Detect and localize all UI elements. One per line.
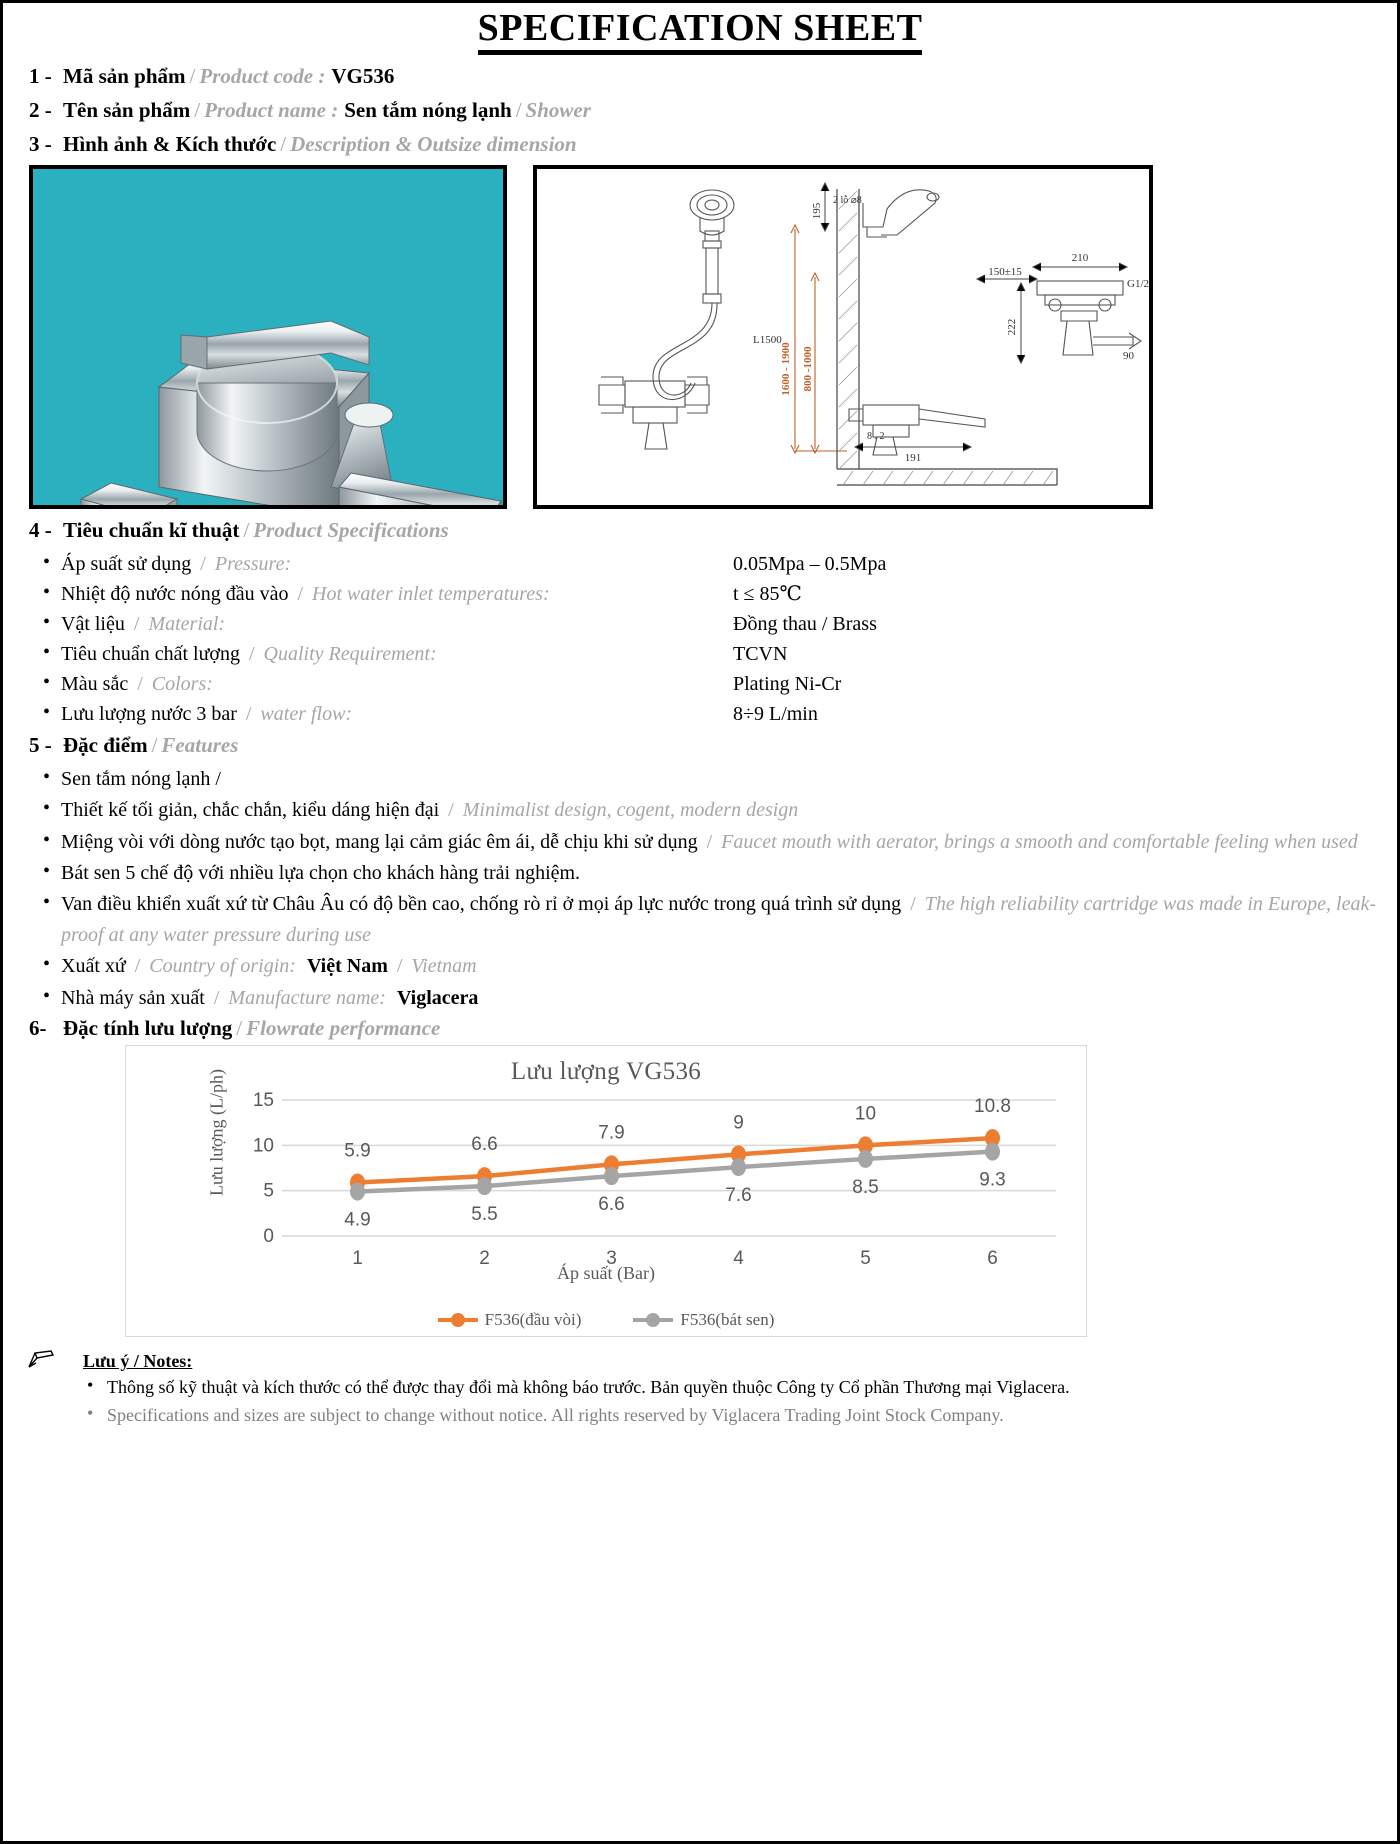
spec-label-vn: Vật liệu bbox=[61, 612, 125, 635]
spec-value: Plating Ni-Cr bbox=[733, 672, 842, 695]
angle-90: 90 bbox=[1123, 349, 1134, 362]
chart-data-label: 5.5 bbox=[471, 1204, 498, 1226]
row-number: 1 - bbox=[29, 63, 52, 88]
specifications-label-en: Product Specifications bbox=[253, 517, 449, 542]
feature-text-vn: Miệng vòi với dòng nước tạo bọt, mang lại cảm giác êm ái, dễ chịu khi sử dụng bbox=[61, 830, 698, 853]
dim-1600-1900: 1600 - 1900 bbox=[780, 342, 792, 396]
chart-data-label: 10.8 bbox=[974, 1096, 1011, 1118]
spec-label-en: Material: bbox=[148, 612, 226, 635]
spec-sheet-page bbox=[3, 3, 1397, 1841]
technical-drawing bbox=[533, 165, 1153, 509]
specifications-list bbox=[17, 549, 1383, 729]
product-photo bbox=[29, 165, 507, 509]
chart-y-axis-label: Lưu lượng (L/ph) bbox=[206, 1069, 227, 1197]
dim-150: 150±15 bbox=[988, 265, 1022, 278]
chart-data-label: 7.6 bbox=[725, 1185, 752, 1207]
spec-label-vn: Màu sắc bbox=[61, 672, 129, 695]
label-l1500: L1500 bbox=[753, 333, 782, 346]
legend-label-1: F536(bát sen) bbox=[680, 1310, 775, 1330]
chart-x-tick: 1 bbox=[352, 1248, 363, 1270]
legend-dot-1 bbox=[646, 1313, 660, 1327]
description-row bbox=[17, 132, 1383, 157]
chart-data-label: 5.9 bbox=[344, 1140, 371, 1162]
spec-value: t ≤ 85℃ bbox=[733, 582, 802, 605]
spec-value: Đồng thau / Brass bbox=[733, 612, 877, 635]
chart-data-label: 7.9 bbox=[598, 1122, 625, 1144]
flowrate-heading bbox=[17, 1016, 1383, 1041]
spec-row bbox=[17, 669, 1383, 699]
spec-label-en: Hot water inlet temperatures: bbox=[312, 582, 550, 605]
feature-text-vn: Sen tắm nóng lạnh / bbox=[61, 767, 221, 790]
chart-data-label: 4.9 bbox=[344, 1209, 371, 1231]
spec-label-vn: Tiêu chuẩn chất lượng bbox=[61, 642, 240, 665]
features-list bbox=[17, 764, 1383, 1013]
dimension-drawing-svg bbox=[537, 169, 1149, 505]
separator: / bbox=[200, 552, 206, 575]
features-label-vn: Đặc điểm bbox=[63, 732, 148, 757]
notes-title: Lưu ý / Notes: bbox=[83, 1351, 193, 1372]
chart-data-label: 6.6 bbox=[598, 1194, 625, 1216]
separator: / bbox=[515, 97, 522, 122]
product-name-value-en: Shower bbox=[525, 97, 591, 122]
thread-g12: G1/2 bbox=[1127, 277, 1149, 290]
flowrate-label-en: Flowrate performance bbox=[246, 1016, 441, 1041]
images-row bbox=[17, 165, 1383, 509]
separator: / bbox=[245, 702, 252, 725]
spec-row bbox=[17, 609, 1383, 639]
spec-row bbox=[17, 579, 1383, 609]
spec-value: 0.05Mpa – 0.5Mpa bbox=[733, 552, 887, 575]
spec-label-vn: Lưu lượng nước 3 bar bbox=[61, 702, 237, 725]
row-number: 5 - bbox=[29, 732, 52, 757]
product-code-label-en: Product code : bbox=[199, 63, 326, 88]
separator: / bbox=[189, 63, 196, 88]
separator: / bbox=[706, 830, 713, 853]
dim-222: 222 bbox=[1006, 318, 1018, 336]
features-heading bbox=[17, 733, 1383, 758]
faucet-render-svg bbox=[33, 169, 503, 505]
chart-y-tick: 5 bbox=[263, 1180, 274, 1202]
feature-item bbox=[17, 795, 1383, 825]
feature-text-vn: Bát sen 5 chế độ với nhiều lựa chọn cho khách hàng trải nghiệm. bbox=[61, 862, 581, 885]
product-code-row bbox=[17, 64, 1383, 89]
page-title-wrap bbox=[17, 3, 1383, 55]
separator: / bbox=[396, 955, 403, 978]
chart-x-tick: 2 bbox=[479, 1248, 490, 1270]
feature-item bbox=[17, 764, 1383, 794]
spec-label bbox=[17, 669, 733, 699]
dim-800-1000: 800 -1000 bbox=[802, 346, 814, 392]
separator: / bbox=[448, 799, 454, 822]
chart-x-tick: 5 bbox=[860, 1248, 871, 1270]
product-code-label-vn: Mã sản phẩm bbox=[63, 63, 186, 88]
row-number: 2 - bbox=[29, 97, 52, 122]
chart-data-label: 6.6 bbox=[471, 1134, 498, 1156]
separator: / bbox=[280, 131, 287, 156]
separator: / bbox=[213, 986, 220, 1009]
chart-title: Lưu lượng VG536 bbox=[510, 1058, 702, 1086]
spec-label bbox=[17, 579, 733, 609]
chart-x-tick: 4 bbox=[733, 1248, 744, 1270]
separator: / bbox=[133, 612, 140, 635]
pencil-icon bbox=[25, 1349, 59, 1376]
separator: / bbox=[236, 1016, 243, 1041]
product-name-value: Sen tắm nóng lạnh bbox=[344, 97, 512, 122]
spec-label bbox=[17, 699, 733, 729]
feature-item-origin bbox=[17, 951, 1383, 981]
feature-item bbox=[17, 827, 1383, 857]
origin-value: Việt Nam bbox=[306, 955, 388, 978]
feature-item bbox=[17, 889, 1383, 950]
product-name-label-vn: Tên sản phẩm bbox=[63, 97, 191, 122]
dim-8-2: 8 . 2 bbox=[867, 430, 885, 442]
spec-label-en: Colors: bbox=[151, 672, 213, 695]
spec-label-en: water flow: bbox=[260, 702, 353, 725]
spec-row bbox=[17, 639, 1383, 669]
origin-value-en: Vietnam bbox=[411, 955, 477, 978]
legend-item-1 bbox=[633, 1310, 774, 1330]
feature-text-en: Country of origin: bbox=[149, 955, 296, 978]
chart-x-tick: 6 bbox=[987, 1248, 998, 1270]
row-number: 4 - bbox=[29, 517, 52, 542]
chart-x-tick: 3 bbox=[606, 1248, 617, 1270]
row-number: 3 - bbox=[29, 131, 52, 156]
feature-text-en: Minimalist design, cogent, modern design bbox=[462, 799, 799, 822]
spec-label-en: Pressure: bbox=[214, 552, 292, 575]
feature-text-vn: Xuất xứ bbox=[61, 955, 126, 978]
spec-label bbox=[17, 639, 733, 669]
feature-item-manufacturer bbox=[17, 983, 1383, 1013]
separator: / bbox=[151, 732, 158, 757]
dim-191: 191 bbox=[904, 451, 922, 464]
spec-label-vn: Nhiệt độ nước nóng đầu vào bbox=[61, 582, 289, 605]
spec-label bbox=[17, 549, 733, 579]
legend-dot-0 bbox=[451, 1313, 465, 1327]
chart-y-tick: 0 bbox=[263, 1226, 274, 1248]
legend-marker-1 bbox=[633, 1318, 673, 1322]
flowrate-chart bbox=[125, 1045, 1087, 1337]
row-number: 6- bbox=[29, 1016, 47, 1041]
feature-text-vn: Van điều khiển xuất xứ từ Châu Âu có độ bền cao, chống rò rỉ ở mọi áp lực nước trong quá trình sử dụng bbox=[61, 893, 902, 916]
separator: / bbox=[297, 582, 304, 605]
feature-text-vn: Nhà máy sản xuất bbox=[61, 986, 205, 1009]
product-code-value: VG536 bbox=[331, 63, 395, 88]
manufacturer-value: Viglacera bbox=[396, 986, 479, 1009]
feature-item bbox=[17, 858, 1383, 888]
features-label-en: Features bbox=[161, 732, 239, 757]
spec-row bbox=[17, 549, 1383, 579]
separator: / bbox=[134, 955, 141, 978]
chart-data-label: 9.3 bbox=[979, 1169, 1006, 1191]
description-label-vn: Hình ảnh & Kích thước bbox=[63, 131, 277, 156]
chart-data-label: 8.5 bbox=[852, 1176, 879, 1198]
spec-value: 8÷9 L/min bbox=[733, 702, 818, 725]
note-item-en: • Specifications and sizes are subject to change without notice. All rights reserved by Viglacera Trading Joint Stock Company. bbox=[41, 1402, 1383, 1428]
legend-label-0: F536(đầu vòi) bbox=[484, 1310, 582, 1330]
feature-text-en: Faucet mouth with aerator, brings a smooth and comfortable feeling when used bbox=[721, 830, 1358, 853]
spec-label-vn: Áp suất sử dụng bbox=[61, 552, 192, 575]
spec-label-en: Quality Requirement: bbox=[263, 642, 437, 665]
notes-section bbox=[17, 1351, 1383, 1428]
flowrate-label-vn: Đặc tính lưu lượng bbox=[63, 1016, 233, 1041]
separator: / bbox=[137, 672, 143, 695]
separator: / bbox=[194, 97, 201, 122]
feature-text-en: Manufacture name: bbox=[228, 986, 386, 1009]
dim-2lo: 2 lỗ ⌀8 bbox=[833, 194, 862, 206]
chart-y-tick: 10 bbox=[252, 1135, 274, 1157]
feature-text-vn: Thiết kế tối giản, chắc chắn, kiểu dáng hiện đại bbox=[61, 799, 440, 822]
feature-text-en: The high reliability cartridge was made in Europe, leak-proof at any water pressure during use bbox=[61, 893, 1376, 946]
page-title: SPECIFICATION SHEET bbox=[478, 9, 923, 55]
spec-value: TCVN bbox=[733, 642, 788, 665]
separator: / bbox=[248, 642, 255, 665]
spec-label bbox=[17, 609, 733, 639]
dim-210: 210 bbox=[1071, 251, 1089, 264]
chart-y-tick: 15 bbox=[252, 1090, 274, 1112]
chart-data-label: 9 bbox=[733, 1112, 744, 1134]
legend-item-0 bbox=[438, 1310, 582, 1330]
description-label-en: Description & Outsize dimension bbox=[290, 131, 577, 156]
legend-marker-0 bbox=[438, 1318, 478, 1322]
specifications-label-vn: Tiêu chuẩn kĩ thuật bbox=[63, 517, 240, 542]
chart-data-label: 10 bbox=[854, 1103, 877, 1125]
product-name-label-en: Product name : bbox=[204, 97, 339, 122]
separator: / bbox=[910, 893, 916, 916]
product-name-row bbox=[17, 98, 1383, 123]
chart-legend bbox=[126, 1310, 1086, 1330]
spec-row bbox=[17, 699, 1383, 729]
specifications-heading bbox=[17, 518, 1383, 543]
note-item-vn: • Thông số kỹ thuật và kích thước có thể được thay đổi mà không báo trước. Bản quyền thuộc Công ty Cổ phần Thương mại Viglacera. bbox=[41, 1374, 1383, 1400]
separator: / bbox=[243, 517, 250, 542]
chart-x-axis-label: Áp suất (Bar) bbox=[557, 1263, 655, 1284]
dim-195: 195 bbox=[811, 202, 823, 220]
